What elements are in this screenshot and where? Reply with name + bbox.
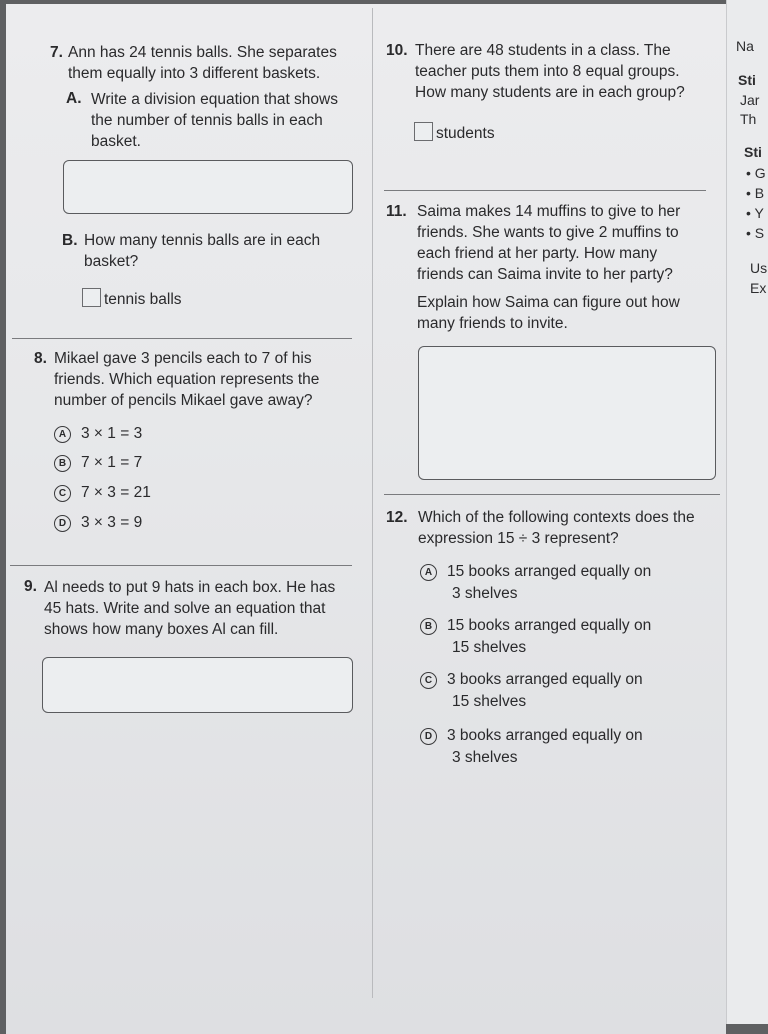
q7-partA-label: A. <box>66 90 82 107</box>
side-fragment-4: Th <box>740 111 757 127</box>
side-fragment-11: Ex <box>750 280 767 296</box>
q9-answer-box[interactable] <box>42 657 353 713</box>
separator-q8-q9 <box>10 565 352 566</box>
q12-option-d[interactable] <box>420 725 643 746</box>
q11-answer-box[interactable] <box>418 346 716 480</box>
side-fragment-10: Us <box>750 260 768 276</box>
column-divider <box>372 8 373 998</box>
q7-partB-label: B. <box>62 232 78 249</box>
q8-number: 8. <box>34 350 47 367</box>
q11-number: 11. <box>386 203 407 220</box>
option-c-bubble[interactable]: C <box>420 672 437 689</box>
option-b-bubble[interactable]: B <box>420 618 437 635</box>
q7-partB-text: How many tennis balls are in each basket? <box>84 232 321 270</box>
q8-option-b[interactable] <box>54 452 142 473</box>
q8-option-d[interactable] <box>54 512 142 533</box>
option-a-bubble[interactable]: A <box>54 426 71 443</box>
q9-text: Al needs to put 9 hats in each box. He has 45 hats. Write and solve an equation that shows how many boxes Al can fill. <box>44 579 336 638</box>
option-d-bubble[interactable]: D <box>420 728 437 745</box>
q12-option-b-line2: 15 shelves <box>452 639 527 656</box>
q8-option-d-text: 3 × 3 = 9 <box>81 514 143 531</box>
separator-q10-q11 <box>384 190 706 191</box>
q12-option-a-line2: 3 shelves <box>452 585 518 602</box>
q10-answer-checkbox[interactable] <box>414 122 433 141</box>
q12-option-c[interactable] <box>420 669 643 690</box>
q12-number: 12. <box>386 509 408 526</box>
side-fragment-8: • Y <box>746 205 764 221</box>
q12-option-c-line1: 3 books arranged equally on <box>447 671 643 688</box>
side-fragment-5: Sti <box>744 144 762 160</box>
side-fragment-6: • G <box>746 165 766 181</box>
q10-text: There are 48 students in a class. The teacher puts them into 8 equal groups. How many students are in each group? <box>415 42 685 101</box>
option-c-bubble[interactable]: C <box>54 485 71 502</box>
option-d-bubble[interactable]: D <box>54 515 71 532</box>
q12-option-b[interactable] <box>420 615 651 636</box>
q12-option-d-line1: 3 books arranged equally on <box>447 727 643 744</box>
separator-q11-q12 <box>384 494 720 495</box>
q7-partA-answer-box[interactable] <box>63 160 353 214</box>
option-a-bubble[interactable]: A <box>420 564 437 581</box>
q8-option-a[interactable] <box>54 423 142 444</box>
q12-option-a[interactable] <box>420 561 651 582</box>
q8-option-c-text: 7 × 3 = 21 <box>81 484 151 501</box>
q8-option-c[interactable] <box>54 482 151 503</box>
q8-text: Mikael gave 3 pencils each to 7 of his friends. Which equation represents the number of pencils Mikael gave away? <box>54 350 320 409</box>
side-fragment-2: Sti <box>738 72 756 88</box>
q11-text: Saima makes 14 muffins to give to her friends. She wants to give 2 muffins to each friend at her party. How many friends can Saima invite to her party? <box>417 203 681 283</box>
separator-q7-q8 <box>12 338 352 339</box>
q7-text: Ann has 24 tennis balls. She separates them equally into 3 different baskets. <box>68 44 337 82</box>
q7-answer-checkbox[interactable] <box>82 288 101 307</box>
q12-option-a-line1: 15 books arranged equally on <box>447 563 652 580</box>
q10-answer <box>414 122 495 144</box>
side-fragment-3: Jar <box>740 92 760 108</box>
side-fragment-9: • S <box>746 225 765 241</box>
q8-option-b-text: 7 × 1 = 7 <box>81 454 143 471</box>
option-b-bubble[interactable]: B <box>54 455 71 472</box>
q12-option-d-line2: 3 shelves <box>452 749 518 766</box>
q10-number: 10. <box>386 42 408 59</box>
q12-option-b-line1: 15 books arranged equally on <box>447 617 652 634</box>
q9-number: 9. <box>24 578 37 595</box>
side-fragment-7: • B <box>746 185 765 201</box>
q7-number: 7. <box>50 44 63 61</box>
q7-partB-answer <box>82 288 182 310</box>
q12-text: Which of the following contexts does the expression 15 ÷ 3 represent? <box>418 509 695 547</box>
side-fragment-1: Na <box>736 38 754 54</box>
q12-option-c-line2: 15 shelves <box>452 693 527 710</box>
q10-unit: students <box>436 125 495 142</box>
q7-partA-text: Write a division equation that shows the number of tennis balls in each basket. <box>91 91 338 150</box>
q11-explain: Explain how Saima can figure out how many friends to invite. <box>417 294 680 332</box>
q7-partB-unit: tennis balls <box>104 291 182 308</box>
q8-option-a-text: 3 × 1 = 3 <box>81 425 143 442</box>
